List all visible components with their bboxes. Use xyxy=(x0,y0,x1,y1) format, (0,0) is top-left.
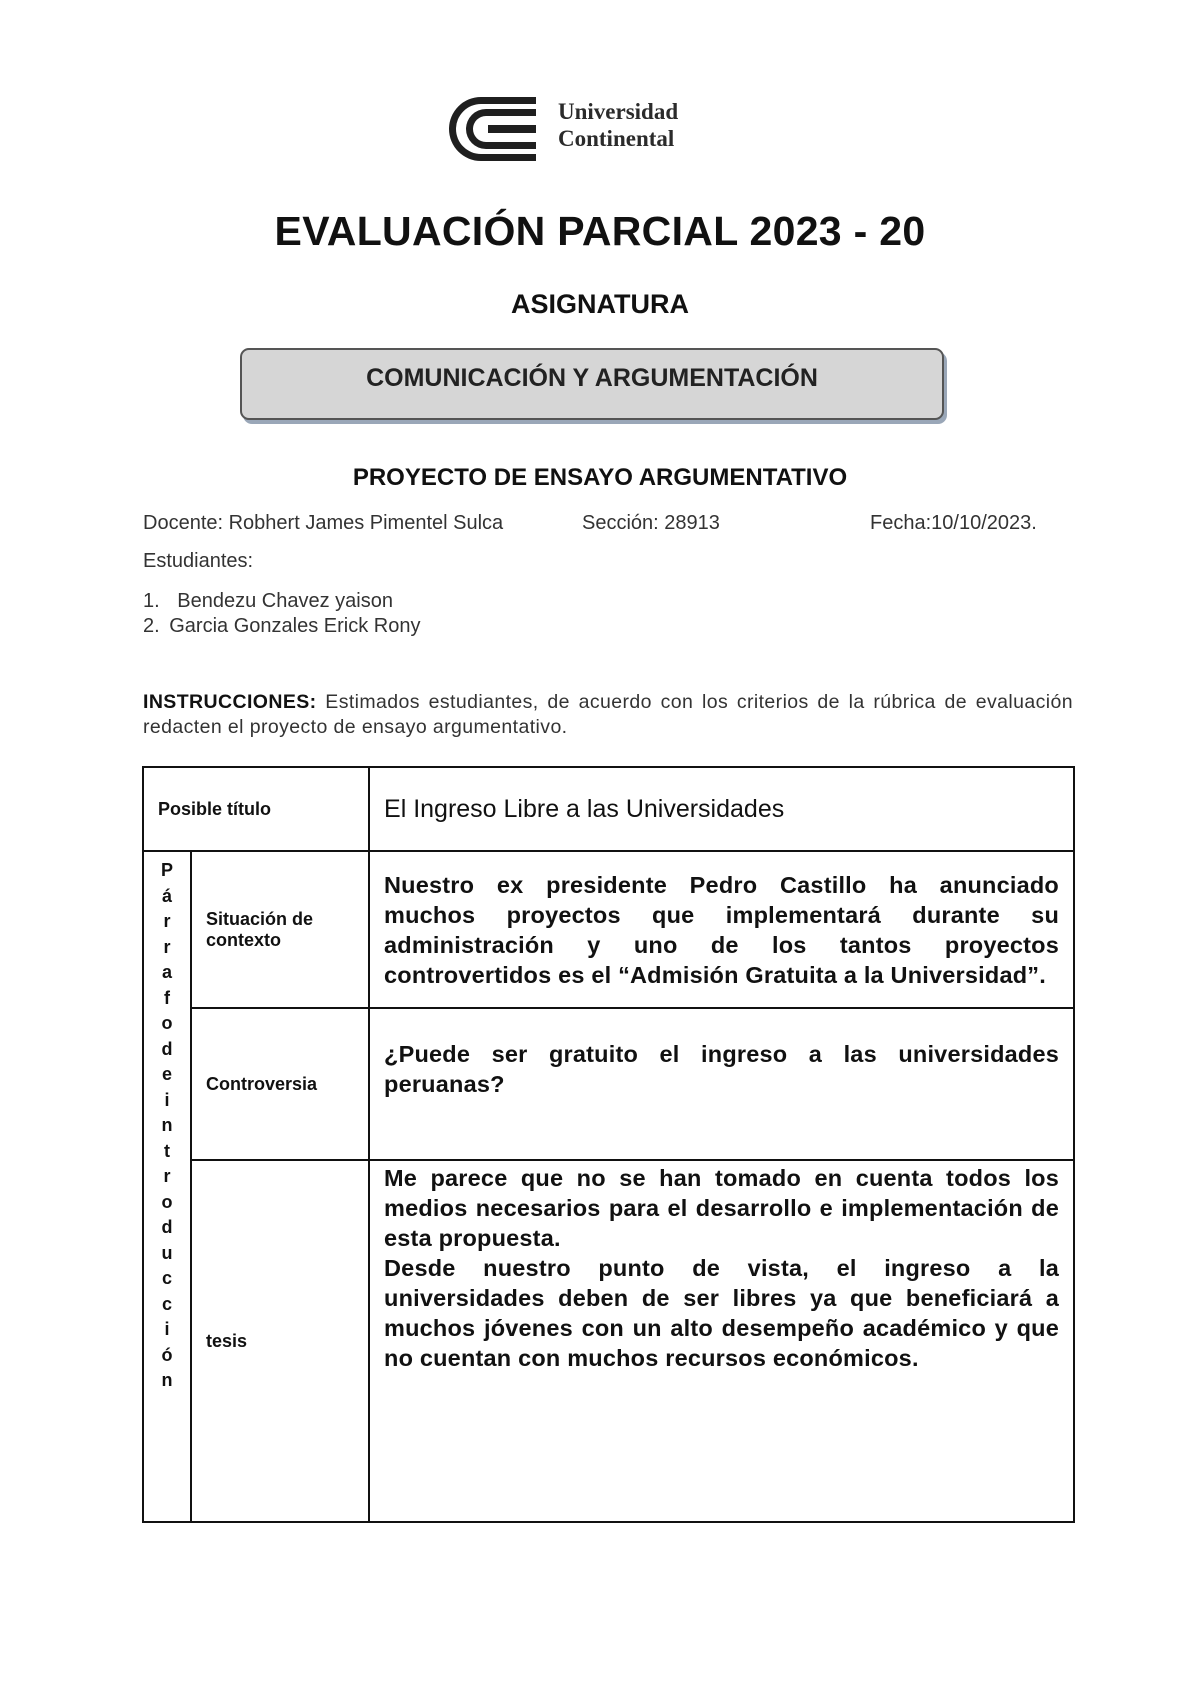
subject-label: ASIGNATURA xyxy=(511,289,689,319)
seccion-text: Sección: 28913 xyxy=(582,512,720,534)
table-row xyxy=(143,1008,1074,1160)
vertical-letter: P xyxy=(160,860,173,880)
vertical-letter: á xyxy=(161,885,172,906)
docente-text: Docente: Robhert James Pimentel Sulca xyxy=(143,512,504,534)
vertical-letter: t xyxy=(164,1140,170,1161)
possible-title-value: El Ingreso Libre a las Universidades xyxy=(369,767,1074,851)
vertical-letters xyxy=(144,852,190,1394)
essay-project-table xyxy=(142,766,1075,1523)
student-item xyxy=(143,590,393,613)
subject-box xyxy=(240,348,944,420)
logo-wordmark xyxy=(558,98,678,152)
row-content xyxy=(369,1160,1074,1522)
logo-line-1: Universidad xyxy=(558,99,679,124)
instructions-label: INSTRUCCIONES: xyxy=(143,691,317,713)
row-label: tesis xyxy=(191,1160,369,1522)
vertical-letter: o xyxy=(161,1191,173,1212)
possible-title-label: Posible título xyxy=(143,767,369,851)
vertical-letter: u xyxy=(161,1242,173,1263)
row-label: Controversia xyxy=(191,1008,369,1160)
row-paragraph: Nuestro ex presidente Pedro Castillo ha anunciado muchos proyectos que implementará durante su administración y uno de los tantos proyectos controvertidos es el “Admisión Gratuita a la Universidad”. xyxy=(384,871,1059,988)
vertical-letter: r xyxy=(163,911,171,931)
vertical-letter: a xyxy=(161,962,172,982)
instructions xyxy=(143,690,1073,740)
row-content xyxy=(369,1008,1074,1160)
row-paragraph: ¿Puede ser gratuito el ingreso a las universidades peruanas? xyxy=(384,1041,1059,1097)
students-label: Estudiantes: xyxy=(143,550,254,572)
vertical-letter: d xyxy=(161,1217,173,1237)
project-title: PROYECTO DE ENSAYO ARGUMENTATIVO xyxy=(352,464,848,491)
university-logo xyxy=(436,84,716,174)
subject-name: COMUNICACIÓN Y ARGUMENTACIÓN xyxy=(366,364,818,392)
vertical-letter: f xyxy=(164,987,170,1008)
table-row xyxy=(143,851,1074,1008)
fecha-text: Fecha:10/10/2023. xyxy=(870,512,1037,534)
vertical-letter: e xyxy=(161,1064,172,1084)
vertical-letter: o xyxy=(161,1013,173,1033)
vertical-letter: c xyxy=(161,1268,172,1288)
page-title: EVALUACIÓN PARCIAL 2023 - 20 xyxy=(274,208,926,254)
continental-logo-icon xyxy=(436,94,546,164)
student-name: Garcia Gonzales Erick Rony xyxy=(169,615,421,637)
student-number: 1. xyxy=(143,590,160,612)
vertical-letter: i xyxy=(164,1089,170,1110)
table-row-title xyxy=(143,767,1074,851)
vertical-letter: r xyxy=(163,1166,171,1186)
instructions-text: Estimados estudiantes, de acuerdo con los criterios de la rúbrica de evaluación redacten el proyecto de ensayo argumentativo. xyxy=(143,691,1073,738)
intro-paragraph-vertical-label xyxy=(143,851,191,1522)
student-item xyxy=(143,615,420,638)
row-content xyxy=(369,851,1074,1008)
student-name: Bendezu Chavez yaison xyxy=(177,590,393,612)
vertical-letter: ó xyxy=(161,1344,173,1365)
vertical-letter: d xyxy=(161,1038,173,1059)
vertical-letter: c xyxy=(161,1293,172,1314)
vertical-letter: n xyxy=(161,1370,173,1390)
logo-line-2: Continental xyxy=(558,126,675,151)
vertical-letter: r xyxy=(163,936,171,957)
student-number: 2. xyxy=(143,615,160,637)
table-row xyxy=(143,1160,1074,1522)
row-label: Situación de contexto xyxy=(191,851,369,1008)
vertical-letter: n xyxy=(161,1115,173,1135)
row-paragraph: Me parece que no se han tomado en cuenta todos los medios necesarios para el desarrollo e implementación de esta propuesta. xyxy=(384,1165,1059,1251)
vertical-letter: i xyxy=(164,1319,170,1339)
row-paragraph: Desde nuestro punto de vista, el ingreso a la universidades deben de ser libres ya que beneficiará a muchos jóvenes con un alto desempeño académico y que no cuentan con muchos recursos económicos. xyxy=(384,1255,1059,1371)
